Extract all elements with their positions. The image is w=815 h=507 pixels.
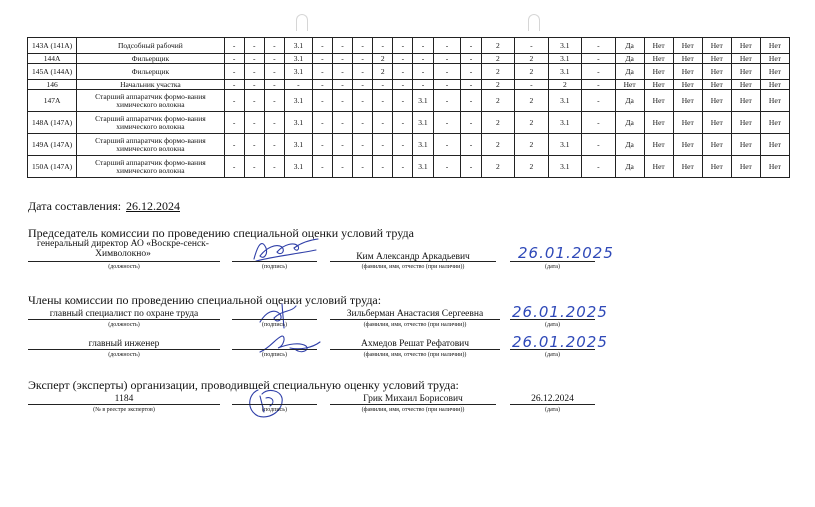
table-cell: - [332, 38, 352, 54]
table-cell: - [244, 64, 264, 80]
table-cell: Нет [760, 64, 789, 80]
position-caption: (должность) [108, 264, 140, 270]
date-caption: (дата) [545, 264, 560, 270]
table-cell: Нет [760, 90, 789, 112]
table-cell: - [244, 156, 264, 178]
table-cell: - [373, 134, 393, 156]
members-heading: Члены комиссии по проведению специальной оценки условий труда: [28, 293, 382, 307]
table-cell: - [312, 38, 332, 54]
table-cell: 3.1 [548, 90, 582, 112]
table-cell: - [353, 112, 373, 134]
table-cell: Нет [731, 38, 760, 54]
table-cell: Да [615, 54, 644, 64]
table-cell: Нет [731, 64, 760, 80]
table-cell: - [393, 80, 413, 90]
member-date-handwritten: 26.01.2025 [512, 333, 608, 351]
signature-caption: (подпись) [262, 407, 287, 413]
table-cell: 2 [515, 54, 549, 64]
table-cell: - [312, 80, 332, 90]
table-cell: Нет [760, 80, 789, 90]
table-cell: 2 [515, 64, 549, 80]
fio-caption: (фамилия, имя, отчество (при наличии)) [363, 352, 467, 358]
date-caption: (дата) [545, 407, 560, 413]
table-cell: Нет [702, 38, 731, 54]
table-cell: - [244, 38, 264, 54]
table-cell: 3.1 [413, 90, 433, 112]
table-cell: - [461, 156, 481, 178]
member-position: главный специалист по охране труда [49, 309, 199, 319]
table-cell: - [393, 112, 413, 134]
registry-caption: (№ в реестре экспертов) [93, 407, 155, 413]
scan-punch-hole [296, 14, 308, 31]
workplace-name: Старший аппаратчик формо-вания химического волокна [77, 90, 224, 112]
chairman-date-line [510, 261, 595, 262]
chairman-signature-line [232, 261, 317, 262]
table-cell: Нет [702, 134, 731, 156]
table-cell: - [332, 112, 352, 134]
table-cell: Да [615, 64, 644, 80]
table-cell: - [433, 134, 461, 156]
table-row [28, 134, 790, 156]
table-cell: - [582, 90, 616, 112]
table-cell: - [312, 64, 332, 80]
date-caption: (дата) [545, 352, 560, 358]
table-cell: Нет [702, 80, 731, 90]
table-cell: - [461, 64, 481, 80]
table-cell: - [461, 80, 481, 90]
signature-caption: (подпись) [262, 322, 287, 328]
workplace-name: Старший аппаратчик формо-вания химического волокна [77, 134, 224, 156]
table-cell: - [224, 90, 244, 112]
table-cell: - [353, 90, 373, 112]
table-cell: Нет [731, 54, 760, 64]
table-cell: 2 [481, 112, 515, 134]
table-cell: Нет [673, 54, 702, 64]
table-row [28, 112, 790, 134]
workplace-number: 148А (147А) [28, 112, 77, 134]
member-position-line [28, 349, 220, 350]
table-cell: - [244, 112, 264, 134]
table-cell: - [264, 80, 284, 90]
table-cell: 3.1 [413, 112, 433, 134]
table-cell: - [264, 156, 284, 178]
table-cell: Нет [702, 156, 731, 178]
table-cell: 2 [548, 80, 582, 90]
table-row [28, 156, 790, 178]
table-cell: 2 [515, 134, 549, 156]
table-cell: - [224, 134, 244, 156]
table-cell: - [244, 80, 264, 90]
table-cell: - [224, 156, 244, 178]
table-cell: - [264, 90, 284, 112]
table-cell: - [373, 90, 393, 112]
table-cell: - [433, 54, 461, 64]
table-cell: 2 [481, 38, 515, 54]
table-cell: Нет [673, 38, 702, 54]
table-cell: - [393, 54, 413, 64]
workplace-number: 145А (144А) [28, 64, 77, 80]
table-cell: Да [615, 90, 644, 112]
table-cell: - [373, 156, 393, 178]
table-cell: 2 [515, 90, 549, 112]
workplace-number: 146 [28, 80, 77, 90]
table-cell: - [413, 64, 433, 80]
member-position-line [28, 319, 220, 320]
table-cell: Нет [644, 54, 673, 64]
table-cell: - [373, 38, 393, 54]
member-name: Зильберман Анастасия Сергеевна [346, 309, 484, 319]
table-cell: Да [615, 112, 644, 134]
workplace-name: Начальник участка [77, 80, 224, 90]
table-cell: 3.1 [548, 112, 582, 134]
chairman-name-line [330, 261, 496, 262]
member-date-handwritten: 26.01.2025 [512, 303, 608, 321]
fio-caption: (фамилия, имя, отчество (при наличии)) [363, 322, 467, 328]
table-cell: - [515, 38, 549, 54]
table-cell: Нет [702, 112, 731, 134]
expert-signature [244, 386, 290, 420]
table-cell: - [244, 134, 264, 156]
member-signature-line [232, 349, 317, 350]
table-cell: 3.1 [548, 54, 582, 64]
chairman-position-line [28, 261, 220, 262]
table-cell: - [582, 38, 616, 54]
table-cell: - [353, 64, 373, 80]
table-cell: - [373, 112, 393, 134]
table-cell: 2 [481, 156, 515, 178]
table-cell: 3.1 [284, 38, 312, 54]
workplace-number: 147А [28, 90, 77, 112]
table-row [28, 64, 790, 80]
table-cell: 2 [373, 54, 393, 64]
chairman-signature [246, 234, 326, 264]
table-cell: - [461, 38, 481, 54]
workplace-name: Подсобный рабочий [77, 38, 224, 54]
table-cell: - [393, 38, 413, 54]
table-cell: Нет [644, 38, 673, 54]
table-cell: - [224, 54, 244, 64]
expert-registry-line [28, 404, 220, 405]
table-row [28, 54, 790, 64]
table-cell: Нет [731, 156, 760, 178]
table-cell: - [312, 134, 332, 156]
table-cell: Да [615, 38, 644, 54]
table-cell: - [461, 134, 481, 156]
table-cell: - [284, 80, 312, 90]
table-cell: 3.1 [284, 134, 312, 156]
position-caption: (должность) [108, 352, 140, 358]
table-cell: Нет [644, 156, 673, 178]
table-cell: - [224, 38, 244, 54]
table-cell: - [582, 64, 616, 80]
position-caption: (должность) [108, 322, 140, 328]
table-cell: 3.1 [548, 64, 582, 80]
table-cell: 3.1 [548, 134, 582, 156]
signature-caption: (подпись) [262, 264, 287, 270]
date-compiled-value: 26.12.2024 [126, 199, 180, 213]
table-cell: - [244, 54, 264, 64]
table-cell: - [244, 90, 264, 112]
table-cell: 2 [373, 64, 393, 80]
table-cell: 2 [481, 134, 515, 156]
workplace-number: 143А (141А) [28, 38, 77, 54]
table-cell: - [582, 54, 616, 64]
expert-name: Грик Михаил Борисович [363, 394, 463, 404]
member-name-line [330, 319, 500, 320]
table-cell: - [312, 54, 332, 64]
table-cell: 2 [481, 64, 515, 80]
table-cell: Нет [760, 54, 789, 64]
table-cell: - [312, 156, 332, 178]
fio-caption: (фамилия, имя, отчество (при наличии)) [361, 264, 465, 270]
table-cell: Нет [702, 54, 731, 64]
table-row [28, 90, 790, 112]
table-row [28, 80, 790, 90]
chairman-heading: Председатель комиссии по проведению специальной оценки условий труда [28, 226, 414, 240]
expert-name-line [330, 404, 496, 405]
workplace-name: Фильерщик [77, 64, 224, 80]
table-cell: - [332, 134, 352, 156]
table-cell: - [353, 38, 373, 54]
table-cell: - [312, 112, 332, 134]
table-cell: - [433, 38, 461, 54]
member-name-line [330, 349, 500, 350]
table-cell: - [393, 90, 413, 112]
table-cell: - [353, 80, 373, 90]
table-cell: Нет [673, 80, 702, 90]
table-cell: - [413, 80, 433, 90]
table-cell: Нет [702, 64, 731, 80]
table-cell: - [433, 80, 461, 90]
table-cell: Нет [673, 112, 702, 134]
table-cell: - [353, 54, 373, 64]
workplace-name: Старший аппаратчик формо-вания химического волокна [77, 156, 224, 178]
table-cell: Нет [731, 80, 760, 90]
table-cell: - [433, 156, 461, 178]
table-row [28, 38, 790, 54]
table-cell: - [264, 54, 284, 64]
table-cell: - [582, 134, 616, 156]
table-cell: - [461, 112, 481, 134]
table-cell: - [332, 80, 352, 90]
workplace-name: Старший аппаратчик формо-вания химического волокна [77, 112, 224, 134]
expert-registry-number: 1184 [114, 394, 134, 404]
table-cell: 2 [515, 156, 549, 178]
table-cell: Нет [731, 112, 760, 134]
table-cell: - [461, 54, 481, 64]
table-cell: 2 [481, 90, 515, 112]
member-date-line [510, 319, 595, 320]
expert-date: 26.12.2024 [531, 394, 574, 404]
table-cell: - [433, 90, 461, 112]
table-cell: Нет [615, 80, 644, 90]
table-cell: 3.1 [548, 38, 582, 54]
table-cell: Нет [644, 64, 673, 80]
table-cell: - [332, 64, 352, 80]
table-cell: Да [615, 134, 644, 156]
table-cell: - [373, 80, 393, 90]
workplace-number: 149А (147А) [28, 134, 77, 156]
table-cell: 3.1 [284, 54, 312, 64]
table-cell: Да [615, 156, 644, 178]
table-cell: Нет [760, 112, 789, 134]
table-cell: - [312, 90, 332, 112]
table-cell: 3.1 [284, 156, 312, 178]
table-cell: 3.1 [413, 134, 433, 156]
chairman-date-handwritten: 26.01.2025 [518, 244, 614, 262]
table-cell: 2 [515, 112, 549, 134]
table-cell: - [332, 156, 352, 178]
table-cell: - [433, 112, 461, 134]
table-cell: Нет [673, 90, 702, 112]
table-cell: - [353, 134, 373, 156]
assessment-results-table [27, 37, 790, 178]
table-cell: Нет [644, 90, 673, 112]
table-cell: 2 [481, 80, 515, 90]
table-cell: 3.1 [284, 112, 312, 134]
scan-punch-hole [528, 14, 540, 31]
workplace-number: 144А [28, 54, 77, 64]
chairman-name: Ким Александр Аркадьевич [356, 252, 470, 262]
table-cell: Нет [673, 64, 702, 80]
expert-heading: Эксперт (эксперты) организации, проводившей специальную оценку условий труда: [28, 378, 459, 392]
table-cell: 2 [481, 54, 515, 64]
table-cell: - [461, 90, 481, 112]
table-cell: - [393, 134, 413, 156]
table-cell: - [224, 112, 244, 134]
table-cell: - [224, 64, 244, 80]
table-cell: - [413, 38, 433, 54]
fio-caption: (фамилия, имя, отчество (при наличии)) [361, 407, 465, 413]
table-cell: Нет [731, 90, 760, 112]
table-cell: 3.1 [413, 156, 433, 178]
table-cell: Нет [673, 156, 702, 178]
table-cell: Нет [702, 90, 731, 112]
table-cell: Нет [731, 134, 760, 156]
date-caption: (дата) [545, 322, 560, 328]
table-cell: - [582, 112, 616, 134]
table-cell: - [264, 38, 284, 54]
table-cell: Нет [760, 156, 789, 178]
date-compiled-label: Дата составления: [28, 199, 122, 213]
member-name: Ахмедов Решат Рефатович [360, 339, 470, 349]
workplace-number: 150А (147А) [28, 156, 77, 178]
table-cell: - [582, 156, 616, 178]
table-cell: - [264, 64, 284, 80]
table-cell: - [353, 156, 373, 178]
table-cell: - [332, 54, 352, 64]
workplace-name: Фильерщик [77, 54, 224, 64]
table-cell: Нет [673, 134, 702, 156]
table-cell: Нет [644, 80, 673, 90]
member-signature-line [232, 319, 317, 320]
member-date-line [510, 349, 595, 350]
table-cell: Нет [760, 38, 789, 54]
table-cell: - [224, 80, 244, 90]
table-cell: - [393, 156, 413, 178]
table-cell: 3.1 [548, 156, 582, 178]
table-cell: - [433, 64, 461, 80]
table-cell: - [264, 134, 284, 156]
table-cell: 3.1 [284, 64, 312, 80]
table-cell: - [332, 90, 352, 112]
signature-caption: (подпись) [262, 352, 287, 358]
table-cell: - [413, 54, 433, 64]
table-cell: - [264, 112, 284, 134]
table-cell: Нет [760, 134, 789, 156]
table-cell: Нет [644, 112, 673, 134]
member-position: главный инженер [88, 339, 160, 349]
table-cell: - [393, 64, 413, 80]
table-cell: Нет [644, 134, 673, 156]
table-cell: - [582, 80, 616, 90]
table-cell: 3.1 [284, 90, 312, 112]
chairman-position: генеральный директор АО «Воскре-сенск-Химволокно» [37, 239, 209, 259]
expert-signature-line [232, 404, 317, 405]
expert-date-line [510, 404, 595, 405]
table-cell: - [515, 80, 549, 90]
